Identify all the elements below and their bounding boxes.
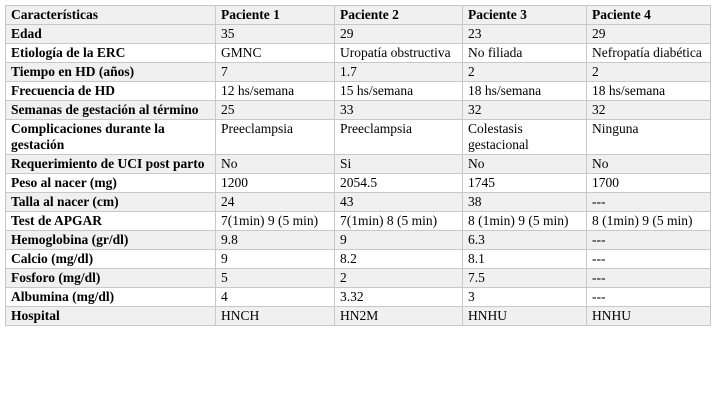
row-label: Hospital <box>6 307 216 326</box>
table-cell: --- <box>587 231 711 250</box>
table-cell: 12 hs/semana <box>216 82 335 101</box>
table-row <box>6 250 711 269</box>
table-cell: 3 <box>463 288 587 307</box>
table-row <box>6 174 711 193</box>
row-label: Calcio (mg/dl) <box>6 250 216 269</box>
table-cell: 9 <box>335 231 463 250</box>
table-cell: 1745 <box>463 174 587 193</box>
table-cell: Ninguna <box>587 120 711 155</box>
table-cell: --- <box>587 250 711 269</box>
table-cell: 7 <box>216 63 335 82</box>
row-label: Requerimiento de UCI post parto <box>6 155 216 174</box>
table-cell: 7(1min) 8 (5 min) <box>335 212 463 231</box>
table-cell: 5 <box>216 269 335 288</box>
table-cell: 8 (1min) 9 (5 min) <box>463 212 587 231</box>
table-cell: 6.3 <box>463 231 587 250</box>
table-row <box>6 25 711 44</box>
header-cell: Características <box>6 6 216 25</box>
table-cell: No <box>587 155 711 174</box>
row-label: Albumina (mg/dl) <box>6 288 216 307</box>
row-label: Semanas de gestación al término <box>6 101 216 120</box>
table-cell: 35 <box>216 25 335 44</box>
table-cell: GMNC <box>216 44 335 63</box>
table-cell: 2 <box>335 269 463 288</box>
table-cell: 8.1 <box>463 250 587 269</box>
table-cell: No filiada <box>463 44 587 63</box>
header-cell: Paciente 2 <box>335 6 463 25</box>
table-row <box>6 63 711 82</box>
table-cell: 9.8 <box>216 231 335 250</box>
table-row <box>6 101 711 120</box>
table-cell: 1200 <box>216 174 335 193</box>
table-row <box>6 44 711 63</box>
table-row <box>6 288 711 307</box>
row-label: Edad <box>6 25 216 44</box>
table-cell: 43 <box>335 193 463 212</box>
row-label: Frecuencia de HD <box>6 82 216 101</box>
table-cell: No <box>463 155 587 174</box>
table-cell: HNHU <box>463 307 587 326</box>
table-cell: Nefropatía diabética <box>587 44 711 63</box>
table-row <box>6 269 711 288</box>
table-cell: 3.32 <box>335 288 463 307</box>
header-cell: Paciente 4 <box>587 6 711 25</box>
table-row <box>6 231 711 250</box>
table-cell: 33 <box>335 101 463 120</box>
table-cell: 8.2 <box>335 250 463 269</box>
table-header-row <box>6 6 711 25</box>
patient-characteristics-table <box>5 5 711 326</box>
table-cell: --- <box>587 288 711 307</box>
table-cell: HNHU <box>587 307 711 326</box>
table-cell: 7.5 <box>463 269 587 288</box>
table-cell: 18 hs/semana <box>587 82 711 101</box>
table-cell: 25 <box>216 101 335 120</box>
table-row <box>6 120 711 155</box>
table-cell: HNCH <box>216 307 335 326</box>
table-cell: Uropatía obstructiva <box>335 44 463 63</box>
table-cell: 18 hs/semana <box>463 82 587 101</box>
row-label: Hemoglobina (gr/dl) <box>6 231 216 250</box>
table-cell: 1.7 <box>335 63 463 82</box>
header-cell: Paciente 1 <box>216 6 335 25</box>
table-row <box>6 212 711 231</box>
table-cell: 29 <box>587 25 711 44</box>
table-cell: 24 <box>216 193 335 212</box>
table-cell: Preeclampsia <box>216 120 335 155</box>
table-cell: 23 <box>463 25 587 44</box>
table-row <box>6 307 711 326</box>
table-cell: Colestasis gestacional <box>463 120 587 155</box>
table-cell: 8 (1min) 9 (5 min) <box>587 212 711 231</box>
table-cell: 38 <box>463 193 587 212</box>
row-label: Test de APGAR <box>6 212 216 231</box>
table-cell: 2 <box>587 63 711 82</box>
row-label: Complicaciones durante la gestación <box>6 120 216 155</box>
row-label: Fosforo (mg/dl) <box>6 269 216 288</box>
table-cell: No <box>216 155 335 174</box>
table-cell: HN2M <box>335 307 463 326</box>
table-cell: 15 hs/semana <box>335 82 463 101</box>
row-label: Tiempo en HD (años) <box>6 63 216 82</box>
table-cell: 32 <box>587 101 711 120</box>
table-cell: 4 <box>216 288 335 307</box>
table-row <box>6 82 711 101</box>
table-cell: --- <box>587 269 711 288</box>
table-cell: 29 <box>335 25 463 44</box>
table-row <box>6 155 711 174</box>
table-cell: 9 <box>216 250 335 269</box>
table-cell: 7(1min) 9 (5 min) <box>216 212 335 231</box>
table-row <box>6 193 711 212</box>
row-label: Talla al nacer (cm) <box>6 193 216 212</box>
table-cell: Preeclampsia <box>335 120 463 155</box>
header-cell: Paciente 3 <box>463 6 587 25</box>
row-label: Etiología de la ERC <box>6 44 216 63</box>
table-cell: 2 <box>463 63 587 82</box>
table-cell: --- <box>587 193 711 212</box>
row-label: Peso al nacer (mg) <box>6 174 216 193</box>
table-cell: 32 <box>463 101 587 120</box>
table-cell: 2054.5 <box>335 174 463 193</box>
table-cell: 1700 <box>587 174 711 193</box>
table-cell: Si <box>335 155 463 174</box>
